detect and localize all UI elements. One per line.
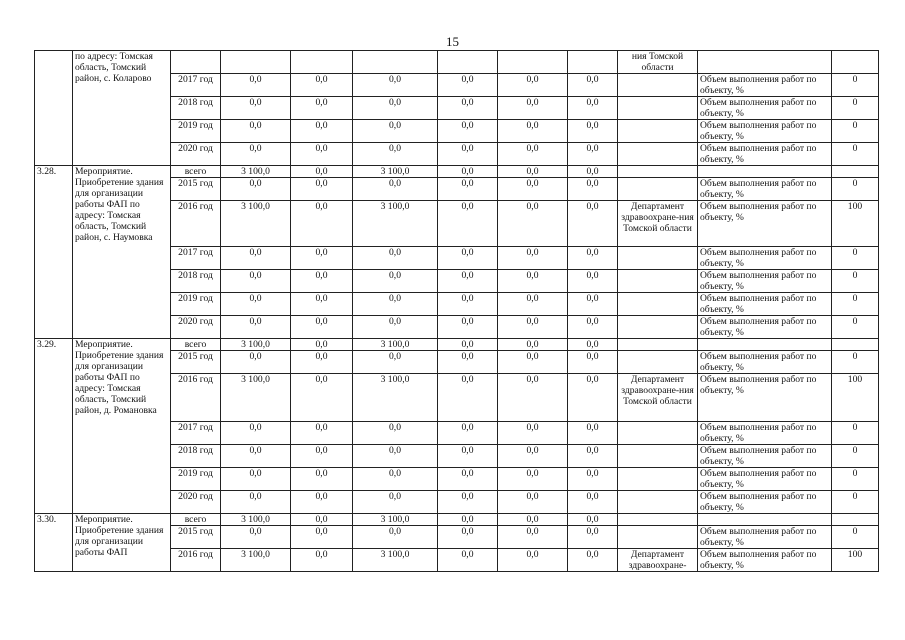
- value-cell: 0,0: [568, 351, 618, 374]
- value-cell: 0,0: [353, 351, 438, 374]
- target-cell: 0: [832, 120, 879, 143]
- indicator-cell: Объем выполнения работ по объекту, %: [698, 374, 832, 422]
- value-cell: 0,0: [568, 120, 618, 143]
- value-cell: 0,0: [221, 445, 291, 468]
- empty-cell: [568, 51, 618, 74]
- program-measures-table: [34, 50, 879, 572]
- indicator-cell: Объем выполнения работ по объекту, %: [698, 293, 832, 316]
- value-cell: 0,0: [568, 74, 618, 97]
- value-cell: 0,0: [438, 316, 498, 339]
- value-cell: 0,0: [568, 270, 618, 293]
- target-cell: 0: [832, 468, 879, 491]
- indicator-cell: Объем выполнения работ по объекту, %: [698, 120, 832, 143]
- value-cell: 3 100,0: [353, 549, 438, 572]
- value-cell: 3 100,0: [353, 201, 438, 247]
- value-cell: 0,0: [568, 491, 618, 514]
- year-cell: 2016 год: [171, 374, 221, 422]
- value-cell: 0,0: [498, 143, 568, 166]
- value-cell: 0,0: [568, 374, 618, 422]
- year-cell: 2018 год: [171, 97, 221, 120]
- value-cell: 0,0: [438, 339, 498, 351]
- value-cell: 0,0: [353, 526, 438, 549]
- year-cell: 2017 год: [171, 422, 221, 445]
- value-cell: 0,0: [221, 120, 291, 143]
- empty-cell: [698, 166, 832, 178]
- value-cell: 0,0: [221, 293, 291, 316]
- indicator-cell: Объем выполнения работ по объекту, %: [698, 270, 832, 293]
- value-cell: 0,0: [438, 97, 498, 120]
- table-row: [35, 339, 879, 351]
- indicator-cell: Объем выполнения работ по объекту, %: [698, 468, 832, 491]
- value-cell: 0,0: [438, 422, 498, 445]
- target-cell: 100: [832, 201, 879, 247]
- executor-cell: [618, 351, 698, 374]
- value-cell: 3 100,0: [221, 514, 291, 526]
- value-cell: 0,0: [353, 316, 438, 339]
- value-cell: 0,0: [568, 293, 618, 316]
- value-cell: 0,0: [498, 74, 568, 97]
- indicator-cell: Объем выполнения работ по объекту, %: [698, 97, 832, 120]
- page-number: 15: [446, 34, 459, 49]
- executor-cell: [618, 293, 698, 316]
- value-cell: 3 100,0: [353, 166, 438, 178]
- value-cell: 0,0: [438, 491, 498, 514]
- year-cell: 2015 год: [171, 351, 221, 374]
- value-cell: 0,0: [291, 351, 353, 374]
- target-cell: 0: [832, 445, 879, 468]
- value-cell: 0,0: [568, 526, 618, 549]
- value-cell: 0,0: [291, 143, 353, 166]
- value-cell: 0,0: [498, 339, 568, 351]
- value-cell: 0,0: [221, 247, 291, 270]
- value-cell: 0,0: [438, 270, 498, 293]
- value-cell: 0,0: [438, 549, 498, 572]
- year-cell: 2019 год: [171, 293, 221, 316]
- empty-cell: [832, 51, 879, 74]
- table-row: [35, 166, 879, 178]
- year-cell: 2020 год: [171, 316, 221, 339]
- value-cell: 3 100,0: [353, 339, 438, 351]
- year-cell: 2017 год: [171, 247, 221, 270]
- value-cell: 0,0: [498, 270, 568, 293]
- value-cell: 0,0: [291, 468, 353, 491]
- value-cell: 0,0: [221, 316, 291, 339]
- executor-cell: [618, 468, 698, 491]
- executor-cell: [618, 514, 698, 526]
- year-cell: 2018 год: [171, 270, 221, 293]
- target-cell: 100: [832, 374, 879, 422]
- executor-cell: [618, 166, 698, 178]
- empty-cell: [832, 166, 879, 178]
- value-cell: 3 100,0: [353, 374, 438, 422]
- value-cell: 0,0: [498, 526, 568, 549]
- value-cell: 0,0: [568, 468, 618, 491]
- value-cell: 0,0: [353, 74, 438, 97]
- value-cell: 0,0: [498, 468, 568, 491]
- executor-cell: [618, 445, 698, 468]
- table-body: [35, 51, 879, 572]
- value-cell: 0,0: [353, 445, 438, 468]
- value-cell: 0,0: [221, 97, 291, 120]
- year-cell: 2015 год: [171, 526, 221, 549]
- value-cell: 0,0: [498, 445, 568, 468]
- year-cell: 2020 год: [171, 491, 221, 514]
- indicator-cell: Объем выполнения работ по объекту, %: [698, 247, 832, 270]
- value-cell: 0,0: [221, 422, 291, 445]
- value-cell: 0,0: [498, 247, 568, 270]
- table-row: [35, 51, 879, 74]
- target-cell: 0: [832, 247, 879, 270]
- value-cell: 0,0: [498, 120, 568, 143]
- value-cell: 3 100,0: [221, 166, 291, 178]
- year-cell: всего: [171, 166, 221, 178]
- value-cell: 0,0: [568, 97, 618, 120]
- empty-cell: [498, 51, 568, 74]
- value-cell: 0,0: [291, 549, 353, 572]
- measure-number-cell: 3.29.: [35, 339, 73, 514]
- executor-cell: [618, 491, 698, 514]
- value-cell: 0,0: [291, 526, 353, 549]
- value-cell: 0,0: [498, 514, 568, 526]
- value-cell: 0,0: [498, 491, 568, 514]
- empty-cell: [698, 51, 832, 74]
- target-cell: 0: [832, 526, 879, 549]
- executor-cell: [618, 120, 698, 143]
- table-row: [35, 514, 879, 526]
- value-cell: 0,0: [221, 178, 291, 201]
- year-cell: 2017 год: [171, 74, 221, 97]
- value-cell: 0,0: [498, 201, 568, 247]
- value-cell: 0,0: [291, 445, 353, 468]
- value-cell: 0,0: [438, 201, 498, 247]
- target-cell: 0: [832, 143, 879, 166]
- value-cell: 0,0: [568, 166, 618, 178]
- value-cell: 0,0: [291, 178, 353, 201]
- empty-cell: [698, 514, 832, 526]
- executor-cell: ния Томской области: [618, 51, 698, 74]
- indicator-cell: Объем выполнения работ по объекту, %: [698, 526, 832, 549]
- value-cell: 0,0: [291, 166, 353, 178]
- year-cell: 2016 год: [171, 201, 221, 247]
- value-cell: 0,0: [221, 270, 291, 293]
- empty-cell: [353, 51, 438, 74]
- value-cell: 0,0: [291, 374, 353, 422]
- value-cell: 0,0: [291, 270, 353, 293]
- value-cell: 0,0: [568, 549, 618, 572]
- value-cell: 0,0: [353, 468, 438, 491]
- value-cell: 3 100,0: [353, 514, 438, 526]
- value-cell: 0,0: [438, 514, 498, 526]
- value-cell: 0,0: [498, 351, 568, 374]
- value-cell: 0,0: [291, 491, 353, 514]
- target-cell: 0: [832, 97, 879, 120]
- executor-cell: [618, 339, 698, 351]
- indicator-cell: Объем выполнения работ по объекту, %: [698, 143, 832, 166]
- target-cell: 0: [832, 422, 879, 445]
- value-cell: 0,0: [438, 374, 498, 422]
- target-cell: 0: [832, 351, 879, 374]
- value-cell: 0,0: [498, 422, 568, 445]
- indicator-cell: Объем выполнения работ по объекту, %: [698, 74, 832, 97]
- executor-cell: Департамент здравоохране-ния Томской области: [618, 201, 698, 247]
- empty-cell: [832, 514, 879, 526]
- value-cell: 0,0: [291, 120, 353, 143]
- value-cell: 0,0: [291, 422, 353, 445]
- measure-name-cell: Мероприятие. Приобретение здания для организации работы ФАП по адресу: Томская область, Томский район, с. Наумовка: [73, 166, 171, 339]
- value-cell: 0,0: [353, 143, 438, 166]
- executor-cell: [618, 97, 698, 120]
- value-cell: 0,0: [353, 178, 438, 201]
- value-cell: 0,0: [568, 316, 618, 339]
- value-cell: 0,0: [438, 445, 498, 468]
- value-cell: 0,0: [498, 178, 568, 201]
- value-cell: 0,0: [291, 514, 353, 526]
- value-cell: 0,0: [568, 339, 618, 351]
- executor-cell: [618, 143, 698, 166]
- value-cell: 0,0: [353, 491, 438, 514]
- value-cell: 0,0: [353, 293, 438, 316]
- empty-cell: [438, 51, 498, 74]
- value-cell: 0,0: [353, 247, 438, 270]
- empty-cell: [171, 51, 221, 74]
- empty-cell: [221, 51, 291, 74]
- value-cell: 0,0: [438, 526, 498, 549]
- indicator-cell: Объем выполнения работ по объекту, %: [698, 316, 832, 339]
- measure-name-cell: по адресу: Томская область, Томский район, с. Коларово: [73, 51, 171, 166]
- value-cell: 0,0: [498, 316, 568, 339]
- year-cell: всего: [171, 514, 221, 526]
- executor-cell: [618, 178, 698, 201]
- value-cell: 0,0: [568, 178, 618, 201]
- value-cell: 0,0: [221, 74, 291, 97]
- value-cell: 3 100,0: [221, 549, 291, 572]
- measure-name-cell: Мероприятие. Приобретение здания для организации работы ФАП: [73, 514, 171, 572]
- target-cell: 0: [832, 293, 879, 316]
- year-cell: 2019 год: [171, 468, 221, 491]
- value-cell: 0,0: [438, 166, 498, 178]
- executor-cell: Департамент здравоохране-ния Томской области: [618, 374, 698, 422]
- value-cell: 0,0: [498, 293, 568, 316]
- executor-cell: Департамент здравоохране-: [618, 549, 698, 572]
- executor-cell: [618, 422, 698, 445]
- value-cell: 0,0: [291, 247, 353, 270]
- value-cell: 0,0: [353, 270, 438, 293]
- measure-number-cell: 3.30.: [35, 514, 73, 572]
- measure-name-cell: Мероприятие. Приобретение здания для организации работы ФАП по адресу: Томская область, Томский район, д. Романовка: [73, 339, 171, 514]
- value-cell: 0,0: [438, 351, 498, 374]
- value-cell: 0,0: [498, 97, 568, 120]
- target-cell: 0: [832, 270, 879, 293]
- year-cell: 2018 год: [171, 445, 221, 468]
- value-cell: 0,0: [568, 514, 618, 526]
- value-cell: 0,0: [353, 97, 438, 120]
- value-cell: 3 100,0: [221, 339, 291, 351]
- value-cell: 0,0: [438, 247, 498, 270]
- value-cell: 0,0: [221, 526, 291, 549]
- indicator-cell: Объем выполнения работ по объекту, %: [698, 201, 832, 247]
- year-cell: 2016 год: [171, 549, 221, 572]
- target-cell: 0: [832, 74, 879, 97]
- indicator-cell: Объем выполнения работ по объекту, %: [698, 445, 832, 468]
- value-cell: 0,0: [498, 549, 568, 572]
- value-cell: 0,0: [221, 468, 291, 491]
- value-cell: 0,0: [498, 166, 568, 178]
- value-cell: 0,0: [221, 351, 291, 374]
- value-cell: 0,0: [568, 445, 618, 468]
- target-cell: 100: [832, 549, 879, 572]
- value-cell: 0,0: [438, 468, 498, 491]
- indicator-cell: Объем выполнения работ по объекту, %: [698, 491, 832, 514]
- indicator-cell: Объем выполнения работ по объекту, %: [698, 549, 832, 572]
- value-cell: 0,0: [291, 316, 353, 339]
- value-cell: 0,0: [568, 247, 618, 270]
- value-cell: 0,0: [438, 143, 498, 166]
- empty-cell: [291, 51, 353, 74]
- indicator-cell: Объем выполнения работ по объекту, %: [698, 178, 832, 201]
- executor-cell: [618, 316, 698, 339]
- value-cell: 0,0: [221, 491, 291, 514]
- executor-cell: [618, 247, 698, 270]
- value-cell: 0,0: [568, 201, 618, 247]
- value-cell: 0,0: [438, 120, 498, 143]
- executor-cell: [618, 74, 698, 97]
- target-cell: 0: [832, 178, 879, 201]
- target-cell: 0: [832, 316, 879, 339]
- value-cell: 0,0: [438, 293, 498, 316]
- indicator-cell: Объем выполнения работ по объекту, %: [698, 422, 832, 445]
- value-cell: 0,0: [291, 201, 353, 247]
- empty-cell: [698, 339, 832, 351]
- value-cell: 0,0: [353, 422, 438, 445]
- value-cell: 0,0: [438, 74, 498, 97]
- year-cell: 2019 год: [171, 120, 221, 143]
- empty-cell: [832, 339, 879, 351]
- value-cell: 0,0: [221, 143, 291, 166]
- value-cell: 0,0: [291, 339, 353, 351]
- executor-cell: [618, 270, 698, 293]
- executor-cell: [618, 526, 698, 549]
- year-cell: 2015 год: [171, 178, 221, 201]
- value-cell: 3 100,0: [221, 201, 291, 247]
- year-cell: 2020 год: [171, 143, 221, 166]
- value-cell: 0,0: [291, 74, 353, 97]
- value-cell: 0,0: [498, 374, 568, 422]
- value-cell: 0,0: [291, 293, 353, 316]
- indicator-cell: Объем выполнения работ по объекту, %: [698, 351, 832, 374]
- target-cell: 0: [832, 491, 879, 514]
- value-cell: 0,0: [568, 143, 618, 166]
- value-cell: 0,0: [438, 178, 498, 201]
- value-cell: 0,0: [353, 120, 438, 143]
- value-cell: 0,0: [568, 422, 618, 445]
- measure-number-cell: [35, 51, 73, 166]
- measure-number-cell: 3.28.: [35, 166, 73, 339]
- value-cell: 0,0: [291, 97, 353, 120]
- value-cell: 3 100,0: [221, 374, 291, 422]
- year-cell: всего: [171, 339, 221, 351]
